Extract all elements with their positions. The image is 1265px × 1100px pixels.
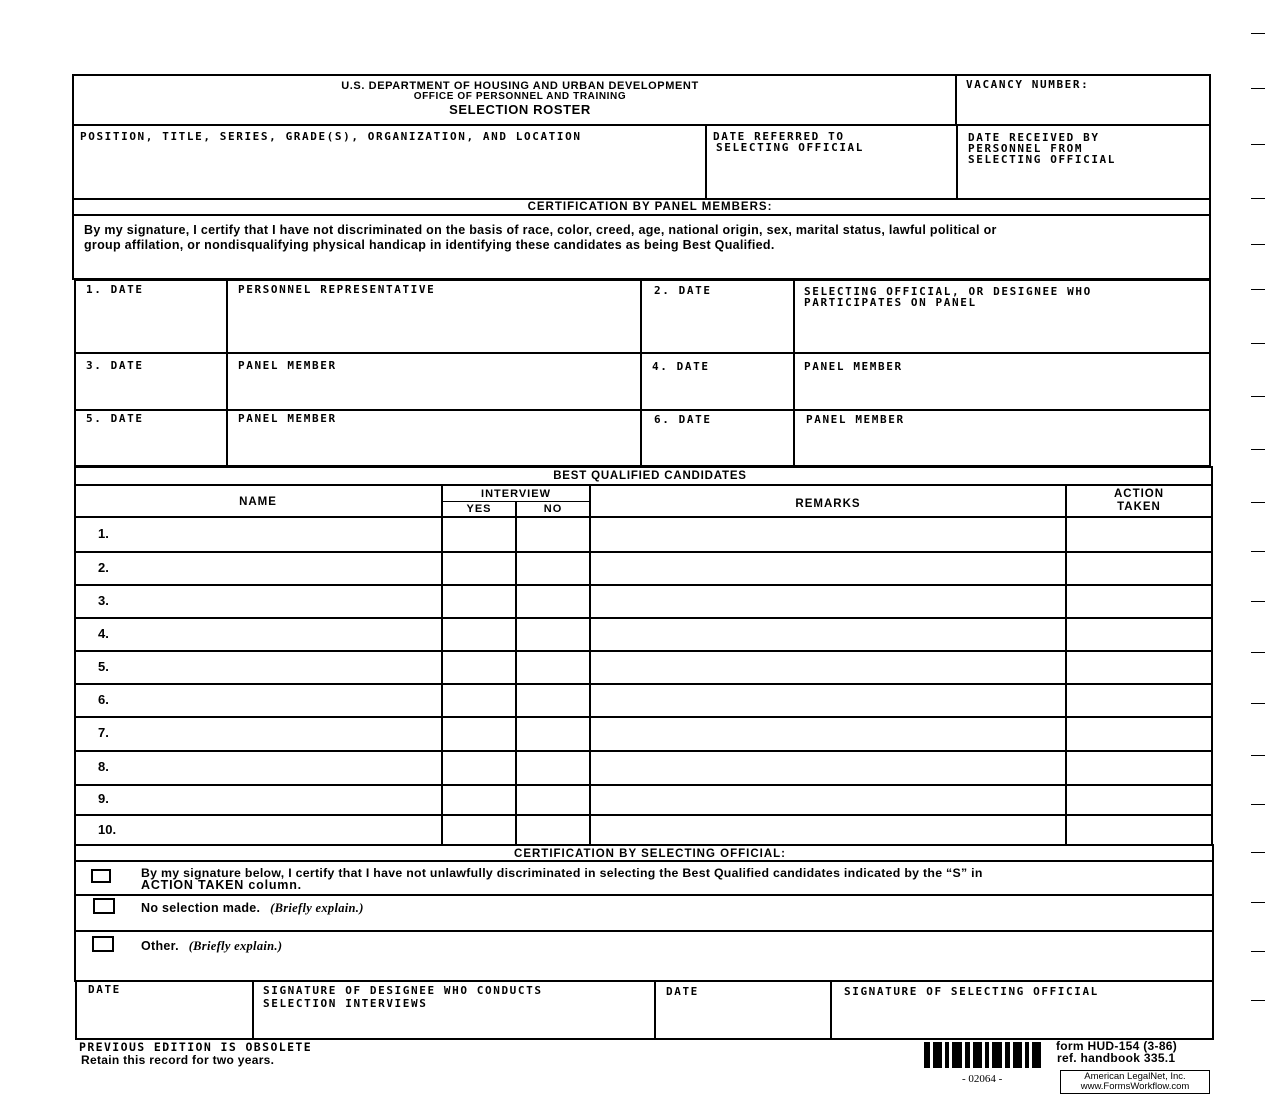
department-name: U.S. DEPARTMENT OF HOUSING AND URBAN DEVELOPMENT [341,80,699,92]
edge-tick [1251,1000,1265,1001]
candidate-name-field[interactable] [140,620,438,647]
col-yes-header: YES [466,503,492,515]
sig-date1-field[interactable] [80,998,248,1036]
divider [654,980,656,1040]
selecting-certification-heading: CERTIFICATION BY SELECTING OFFICIAL: [514,848,786,860]
divider [74,930,1214,932]
sig-date-label: DATE [88,983,121,996]
candidate-name-field[interactable] [140,787,438,811]
col-action-header: ACTION [1113,488,1165,500]
remarks-field[interactable] [593,554,1063,581]
signer-date-label: 6. DATE [654,413,712,426]
edge-tick [1251,198,1265,199]
divider [74,516,1213,518]
panel-certification-statement: group affilation, or nondisqualifying physical handicap in identifying these candidates as being Best Qualified. [84,238,775,252]
table-row-divider [74,617,1213,619]
divider [74,860,1214,862]
remarks-field[interactable] [593,653,1063,680]
interview-yes-field[interactable] [445,653,513,680]
col-name-header: NAME [239,496,277,508]
edge-tick [1251,652,1265,653]
signer-role-label: PARTICIPATES ON PANEL [804,296,977,309]
retain-note: Retain this record for two years. [81,1053,275,1067]
interview-no-field[interactable] [519,686,587,713]
certify-statement: ACTION TAKEN column. [141,878,302,892]
table-row-divider [74,784,1213,786]
no-selection-checkbox[interactable] [93,898,115,914]
interview-no-field[interactable] [519,620,587,647]
divider [830,980,832,1040]
interview-yes-field[interactable] [445,520,513,548]
interview-no-field[interactable] [519,653,587,680]
no-selection-label [141,901,364,916]
barcode [924,1042,1042,1068]
form-title: SELECTION ROSTER [449,102,591,117]
form-code: - 02064 - [962,1073,1003,1085]
signer-4-date-field[interactable] [644,374,789,406]
action-taken-field[interactable] [1069,787,1209,811]
interview-yes-field[interactable] [445,554,513,581]
divider [74,409,1211,411]
interview-yes-field[interactable] [445,587,513,614]
table-row-divider [74,584,1213,586]
other-checkbox[interactable] [92,936,114,952]
candidate-name-field[interactable] [140,653,438,680]
form-id: form HUD-154 (3-86) [1056,1039,1178,1053]
candidate-name-field[interactable] [140,817,438,843]
no-selection-explain-field[interactable] [420,898,1208,926]
divider [640,279,642,467]
edge-tick [1251,33,1265,34]
divider [74,352,1211,354]
certify-statement: By my signature below, I certify that I have not unlawfully discriminated in selecting the Best Qualified candidates indicated by the “S” in [141,866,983,880]
candidate-name-field[interactable] [140,587,438,614]
remarks-field[interactable] [593,787,1063,811]
date-received-label: DATE RECEIVED BY [968,131,1100,144]
table-row-divider [74,683,1213,685]
divider [955,74,957,126]
signer-1-signature-field[interactable] [230,298,636,348]
other-hint: (Briefly explain.) [188,939,283,953]
interview-yes-field[interactable] [445,787,513,811]
row-number: 5. [98,659,109,674]
remarks-field[interactable] [593,520,1063,548]
row-number: 2. [98,560,109,575]
interview-no-field[interactable] [519,787,587,811]
official-signature-field[interactable] [835,1000,1210,1036]
col-no-header: NO [543,503,563,515]
signer-date-label: 2. DATE [654,284,712,297]
divider [252,980,254,1040]
action-taken-field[interactable] [1069,520,1209,548]
divider [72,214,1211,216]
date-referred-field[interactable] [710,156,952,196]
row-number: 6. [98,692,109,707]
remarks-field[interactable] [593,719,1063,747]
edge-tick [1251,902,1265,903]
action-taken-field[interactable] [1069,817,1209,843]
signer-date-label: 1. DATE [86,283,144,296]
date-received-label: SELECTING OFFICIAL [968,153,1117,166]
signer-role-label: PANEL MEMBER [806,413,905,426]
remarks-field[interactable] [593,817,1063,843]
action-taken-field[interactable] [1069,587,1209,614]
row-number: 10. [98,822,117,837]
divider [793,279,795,467]
edge-tick [1251,343,1265,344]
date-referred-label: SELECTING OFFICIAL [716,141,865,154]
divider [72,124,1211,126]
no-selection-text: No selection made. [141,901,261,915]
vacancy-number-field[interactable] [960,92,1206,122]
interview-no-field[interactable] [519,817,587,843]
table-row-divider [74,814,1213,816]
divider [441,484,443,846]
signer-4-signature-field[interactable] [797,374,1207,406]
edge-tick [1251,289,1265,290]
edge-ticks [1245,0,1265,1100]
signer-5-signature-field[interactable] [230,427,636,463]
edge-tick [1251,244,1265,245]
panel-certification-statement: By my signature, I certify that I have not discriminated on the basis of race, color, creed, age, national origin, sex, marital status, lawful political or [84,223,997,237]
divider [226,279,228,467]
row-number: 9. [98,791,109,806]
candidate-name-field[interactable] [140,753,438,781]
table-row-divider [74,716,1213,718]
position-label: POSITION, TITLE, SERIES, GRADE(S), ORGANIZATION, AND LOCATION [80,130,582,143]
row-number: 7. [98,725,109,740]
table-row-divider [74,650,1213,652]
position-field[interactable] [78,146,700,196]
vendor-url: www.FormsWorkflow.com [1080,1081,1190,1092]
vendor-box [1060,1070,1210,1094]
action-taken-field[interactable] [1069,653,1209,680]
signer-role-label: SELECTING OFFICIAL, OR DESIGNEE WHO [804,285,1092,298]
action-taken-field[interactable] [1069,753,1209,781]
divider [589,484,591,846]
signer-date-label: 4. DATE [652,360,710,373]
designee-signature-field[interactable] [257,1012,650,1036]
remarks-field[interactable] [593,753,1063,781]
edge-tick [1251,144,1265,145]
candidate-name-field[interactable] [140,719,438,747]
interview-no-field[interactable] [519,587,587,614]
candidate-name-field[interactable] [140,520,438,548]
panel-certification-heading: CERTIFICATION BY PANEL MEMBERS: [527,201,773,213]
interview-yes-field[interactable] [445,686,513,713]
vacancy-number-label: VACANCY NUMBER: [966,78,1090,91]
remarks-field[interactable] [593,620,1063,647]
table-row-divider [74,551,1213,553]
interview-no-field[interactable] [519,520,587,548]
divider [74,894,1214,896]
signer-6-date-field[interactable] [644,427,789,463]
signer-3-date-field[interactable] [78,374,222,406]
row-number: 3. [98,593,109,608]
signer-6-signature-field[interactable] [797,427,1207,463]
edge-tick [1251,551,1265,552]
edge-tick [1251,852,1265,853]
row-number: 8. [98,759,109,774]
candidate-name-field[interactable] [140,686,438,713]
edge-tick [1251,804,1265,805]
edge-tick [1251,502,1265,503]
interview-no-field[interactable] [519,719,587,747]
interview-yes-field[interactable] [445,817,513,843]
remarks-field[interactable] [593,587,1063,614]
other-label [141,939,282,954]
edge-tick [1251,88,1265,89]
signer-2-date-field[interactable] [644,298,789,348]
edge-tick [1251,396,1265,397]
signer-role-label: PERSONNEL REPRESENTATIVE [238,283,436,296]
date-received-label: PERSONNEL FROM [968,142,1084,155]
row-number: 1. [98,526,109,541]
interview-no-field[interactable] [519,753,587,781]
table-row-divider [74,750,1213,752]
signer-date-label: 3. DATE [86,359,144,372]
official-signature-label: SIGNATURE OF SELECTING OFFICIAL [844,985,1099,998]
interview-yes-field[interactable] [445,620,513,647]
col-interview-header: INTERVIEW [481,488,551,500]
designee-signature-label: SIGNATURE OF DESIGNEE WHO CONDUCTS [263,984,543,997]
handbook-ref: ref. handbook 335.1 [1057,1051,1176,1065]
action-taken-field[interactable] [1069,686,1209,713]
designee-signature-label: SELECTION INTERVIEWS [263,997,428,1010]
row-number: 4. [98,626,109,641]
divider [74,484,1213,486]
edge-tick [1251,755,1265,756]
remarks-field[interactable] [593,686,1063,713]
interview-yes-field[interactable] [445,719,513,747]
signer-3-signature-field[interactable] [230,374,636,406]
signer-role-label: PANEL MEMBER [238,412,337,425]
candidates-heading: BEST QUALIFIED CANDIDATES [553,470,747,482]
signer-role-label: PANEL MEMBER [238,359,337,372]
signer-5-date-field[interactable] [78,427,222,463]
divider [1065,484,1067,846]
edge-tick [1251,601,1265,602]
signer-2-signature-field[interactable] [797,310,1207,348]
vendor-name: American LegalNet, Inc. [1084,1071,1186,1082]
other-explain-field[interactable] [340,935,1208,977]
action-taken-field[interactable] [1069,620,1209,647]
edition-note: PREVIOUS EDITION IS OBSOLETE [79,1040,313,1054]
action-taken-field[interactable] [1069,719,1209,747]
date-received-field[interactable] [962,168,1206,196]
sig-date-label: DATE [666,985,699,998]
edge-tick [1251,703,1265,704]
no-selection-hint: (Briefly explain.) [270,901,364,915]
signer-date-label: 5. DATE [86,412,144,425]
col-remarks-header: REMARKS [795,498,861,510]
edge-tick [1251,449,1265,450]
date-referred-label: DATE REFERRED TO [713,130,845,143]
divider [956,124,958,198]
col-action-header: TAKEN [1117,501,1161,513]
action-taken-field[interactable] [1069,554,1209,581]
interview-no-field[interactable] [519,554,587,581]
interview-yes-field[interactable] [445,753,513,781]
candidate-name-field[interactable] [140,554,438,581]
divider [705,124,707,198]
other-text: Other. [141,939,179,953]
signer-role-label: PANEL MEMBER [804,360,903,373]
office-name: OFFICE OF PERSONNEL AND TRAINING [413,91,627,102]
edge-tick [1251,951,1265,952]
certify-checkbox[interactable] [91,869,111,883]
sig-date2-field[interactable] [659,1000,826,1036]
signer-1-date-field[interactable] [78,298,222,348]
